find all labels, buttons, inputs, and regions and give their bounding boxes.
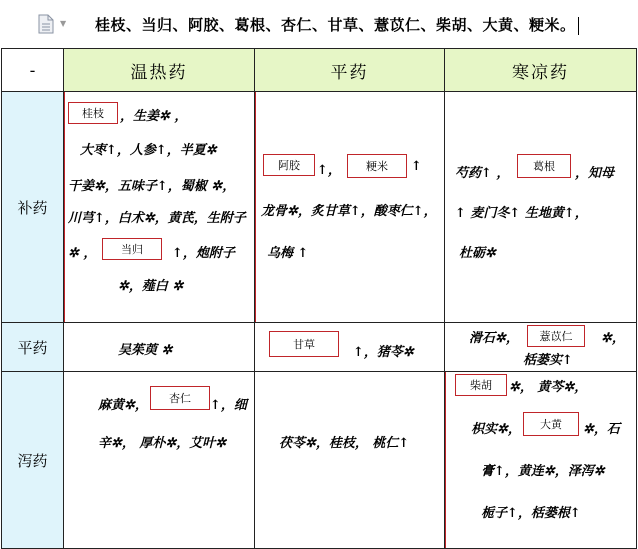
- red-margin-line: [445, 372, 446, 548]
- herb-line: ，生姜✲ ，: [120, 109, 188, 124]
- herb-line: ，知母: [575, 166, 615, 181]
- herb-line: 川芎↑，白术✲，黄芪，生附子: [68, 211, 246, 226]
- cell-ping-warm: [64, 323, 255, 372]
- cell-xie-cold: [445, 372, 637, 549]
- herb-line: ↑，: [317, 163, 341, 178]
- cell-bu-neutral: [255, 92, 445, 323]
- herb-line: ↑: [411, 159, 422, 174]
- text-cursor: [578, 17, 579, 35]
- herb-line: ✲ ，: [68, 246, 97, 261]
- herb-line: ↑，细: [210, 398, 247, 413]
- herb-line: ↑ 麦门冬↑ 生地黄↑，: [455, 206, 588, 221]
- row-header-xie: 泻药: [2, 372, 64, 549]
- herb-line: ✲，薤白 ✲: [118, 279, 184, 294]
- toolbar: [0, 0, 638, 48]
- herb-line: 栀子↑，栝蒌根↑: [481, 506, 581, 521]
- herb-line: ✲，: [601, 331, 625, 346]
- herb-line: 滑石✲，: [469, 331, 519, 346]
- row-header-ping: 平药: [2, 323, 64, 372]
- herb-line: 茯苓✲，桂枝， 桃仁↑: [279, 436, 410, 451]
- herb-line: 辛✲， 厚朴✲，艾叶✲: [98, 436, 227, 451]
- herb-box-gancao: 甘草: [269, 331, 339, 357]
- herb-line: 杜砺✲: [459, 246, 496, 261]
- cell-xie-warm: [64, 372, 255, 549]
- herb-box-guizhi: 桂枝: [68, 102, 118, 124]
- col-header-neutral: 平药: [255, 49, 445, 92]
- herb-line: 栝蒌实↑: [523, 353, 573, 368]
- herb-box-xingren: 杏仁: [150, 386, 210, 410]
- herb-line: 芍药↑ ，: [455, 166, 510, 181]
- herb-box-jingmi: 粳米: [347, 154, 407, 178]
- cell-xie-neutral: [255, 372, 445, 549]
- row-header-bu: 补药: [2, 92, 64, 323]
- herb-box-dahuang: 大黄: [523, 412, 579, 436]
- herb-box-yiyiren: 薏苡仁: [527, 325, 585, 347]
- herb-line: 龙骨✲，炙甘草↑，酸枣仁↑，: [261, 204, 437, 219]
- herb-line: 大枣↑，人参↑，半夏✲: [80, 143, 217, 158]
- herb-line: 乌梅 ↑: [267, 246, 309, 261]
- document-title[interactable]: [95, 14, 579, 35]
- row-ping: [2, 323, 637, 372]
- col-header-warm: 温热药: [64, 49, 255, 92]
- herb-line: ↑，猪苓✲: [353, 345, 414, 360]
- herb-box-chaihu: 柴胡: [455, 374, 507, 396]
- herb-table: [1, 48, 637, 549]
- cell-ping-cold: [445, 323, 637, 372]
- document-icon[interactable]: [38, 14, 58, 34]
- red-margin-line: [255, 92, 256, 322]
- cell-ping-neutral: [255, 323, 445, 372]
- herb-line: 干姜✲，五味子↑，蜀椒 ✲，: [68, 179, 236, 194]
- herb-line: 枳实✲，: [471, 422, 521, 437]
- corner-cell: -: [2, 49, 64, 92]
- herb-line: ✲，石: [583, 422, 620, 437]
- col-header-cold: 寒凉药: [445, 49, 637, 92]
- row-xie: [2, 372, 637, 549]
- cell-bu-cold: [445, 92, 637, 323]
- red-margin-line: [64, 92, 65, 322]
- herb-box-gegen: 葛根: [517, 154, 571, 178]
- herb-box-danggui: 当归: [102, 238, 162, 260]
- header-row: [2, 49, 637, 92]
- row-bu: [2, 92, 637, 323]
- herb-line: ↑，炮附子: [172, 246, 235, 261]
- herb-line: 麻黄✲，: [98, 398, 148, 413]
- herb-box-ejiao: 阿胶: [263, 154, 315, 176]
- herb-line: ✲， 黄芩✲，: [509, 380, 588, 395]
- title-text: 桂枝、当归、阿胶、葛根、杏仁、甘草、薏苡仁、柴胡、大黄、粳米。: [95, 16, 576, 34]
- herb-line: 膏↑，黄连✲，泽泻✲: [481, 464, 605, 479]
- cell-bu-warm: [64, 92, 255, 323]
- dropdown-caret-icon[interactable]: ▼: [60, 19, 67, 28]
- herb-line: 吴茱萸 ✲: [118, 343, 173, 358]
